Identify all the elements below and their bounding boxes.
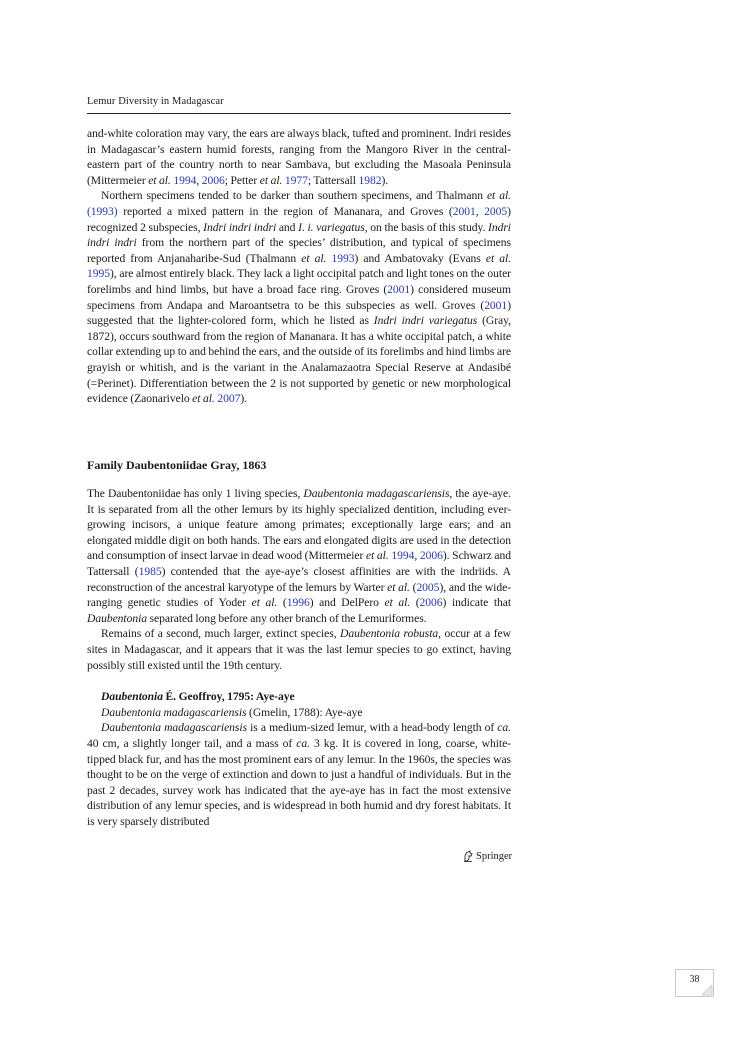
- citation-link[interactable]: 1994: [173, 173, 197, 187]
- citation-link[interactable]: (1993): [87, 204, 118, 218]
- citation-link[interactable]: 2006: [419, 549, 443, 563]
- citation-link[interactable]: 1996: [286, 596, 310, 610]
- body-text-top: [87, 126, 511, 407]
- citation-link[interactable]: 2006: [201, 173, 225, 187]
- citation-link[interactable]: 2005: [484, 204, 508, 218]
- page-curl-icon: [702, 985, 713, 996]
- citation-link[interactable]: 2007: [217, 392, 241, 406]
- publisher-name: Springer: [476, 850, 513, 862]
- springer-logo: [463, 850, 512, 862]
- springer-horse-icon: [463, 850, 474, 862]
- citation-link[interactable]: 1985: [138, 564, 162, 578]
- running-head: Lemur Diversity in Madagascar: [87, 96, 224, 107]
- species-line: Daubentonia madagascariensis (Gmelin, 1788): Aye-aye: [101, 705, 363, 719]
- citation-link[interactable]: 1995: [87, 267, 110, 281]
- citation-link[interactable]: 2006: [419, 596, 443, 610]
- citation-link[interactable]: 1977: [284, 173, 308, 187]
- page-number: 38: [689, 974, 700, 985]
- section-heading: Family Daubentoniidae Gray, 1863: [87, 458, 267, 472]
- paragraph-extinct-species: Remains of a second, much larger, extinct species, Daubentonia robusta, occur at a few sites in Madagascar, and it appears that it was the last lemur species to go extinct, having possibly still existed until the 19th century.: [87, 627, 511, 672]
- citation-link[interactable]: 2001: [484, 298, 508, 312]
- citation-link[interactable]: 1982: [358, 173, 382, 187]
- paragraph-daubentoniidae: The Daubentoniidae has only 1 living species, Daubentonia madagascariensis, the aye-aye. It is separated from all the other lemurs by its highly specialized dentition, including ever-growing incisors, a unique feature among primates; exceptionally large ears; and an elongated middle digit on both hands. The ears and elongated digits are used in the detection and consumption of insect larvae in dead wood (Mittermeier et al. 1994, 2006). Schwarz and Tattersall (1985) contended that the aye-aye’s closest affinities are with the indriids. A reconstruction of the ancestral karyotype of the lemurs by Warter et al. (2005), and the wide-ranging genetic studies of Yoder et al. (1996) and DelPero et al. (2006) indicate that Daubentonia separated long before any other branch of the Lemuriformes.: [87, 487, 512, 625]
- body-text-bottom: [87, 486, 511, 829]
- citation-link[interactable]: 1993: [331, 251, 355, 265]
- citation-link[interactable]: 2001: [387, 282, 411, 296]
- paragraph-indri-range: and-white coloration may vary, the ears are always black, tufted and prominent. Indri resides in Madagascar’s eastern humid forests, ranging from the Mangoro River in the central-eastern part of the country north to near Sambava, but excluding the Masoala Peninsula (Mittermeier et al. 1994, 2006; Petter et al. 1977; Tattersall 1982).: [87, 127, 511, 187]
- citation-link[interactable]: 1994: [391, 549, 415, 563]
- header-rule: [87, 113, 511, 114]
- genus-line: Daubentonia É. Geoffroy, 1795: Aye-aye: [101, 690, 295, 704]
- citation-link[interactable]: 2001: [452, 204, 476, 218]
- paragraph-indri-subspecies: Northern specimens tended to be darker than southern specimens, and Thalmann et al. (1993) reported a mixed pattern in the region of Mananara, and Groves (2001, 2005) recognized 2 subspecies, Indri indri indri and I. i. variegatus, on the basis of this study. Indri indri indri from the northern part of the species’ distribution, and typical of specimens reported from Anjanaharibe-Sud (Thalmann et al. 1993) and Ambatovaky (Evans et al. 1995), are almost entirely black. They lack a light occipital patch and light tones on the outer forelimbs and hind limbs, but have a broad face ring. Groves (2001) considered museum specimens from Andapa and Maroantsetra to be this subspecies as well. Groves (2001) suggested that the lighter-colored form, which he listed as Indri indri variegatus (Gray, 1872), occurs southward from the region of Mananara. It has a white occipital patch, a white collar extending up to and behind the ears, and the outside of its forelimbs and hind limbs are grayish or whitish, and is the variant in the Analamazaotra Special Reserve at Andasibé (=Perinet). Differentiation between the 2 is not supported by genetic or new morphological evidence (Zaonarivelo et al. 2007).: [87, 189, 511, 406]
- paragraph-aye-aye: Daubentonia madagascariensis is a medium-sized lemur, with a head-body length of ca. 40 cm, a slightly longer tail, and a mass of ca. 3 kg. It is covered in long, coarse, white-tipped black fur, and has the most prominent ears of any lemur. In the 1960s, the species was thought to be on the verge of extinction and down to just a handful of individuals. But in the past 2 decades, survey work has indicated that the aye-aye has in fact the most extensive distribution of any lemur species, and is widespread in both humid and dry forest habitats. It is very sparsely distributed: [87, 721, 511, 828]
- citation-link[interactable]: 2005: [416, 580, 440, 594]
